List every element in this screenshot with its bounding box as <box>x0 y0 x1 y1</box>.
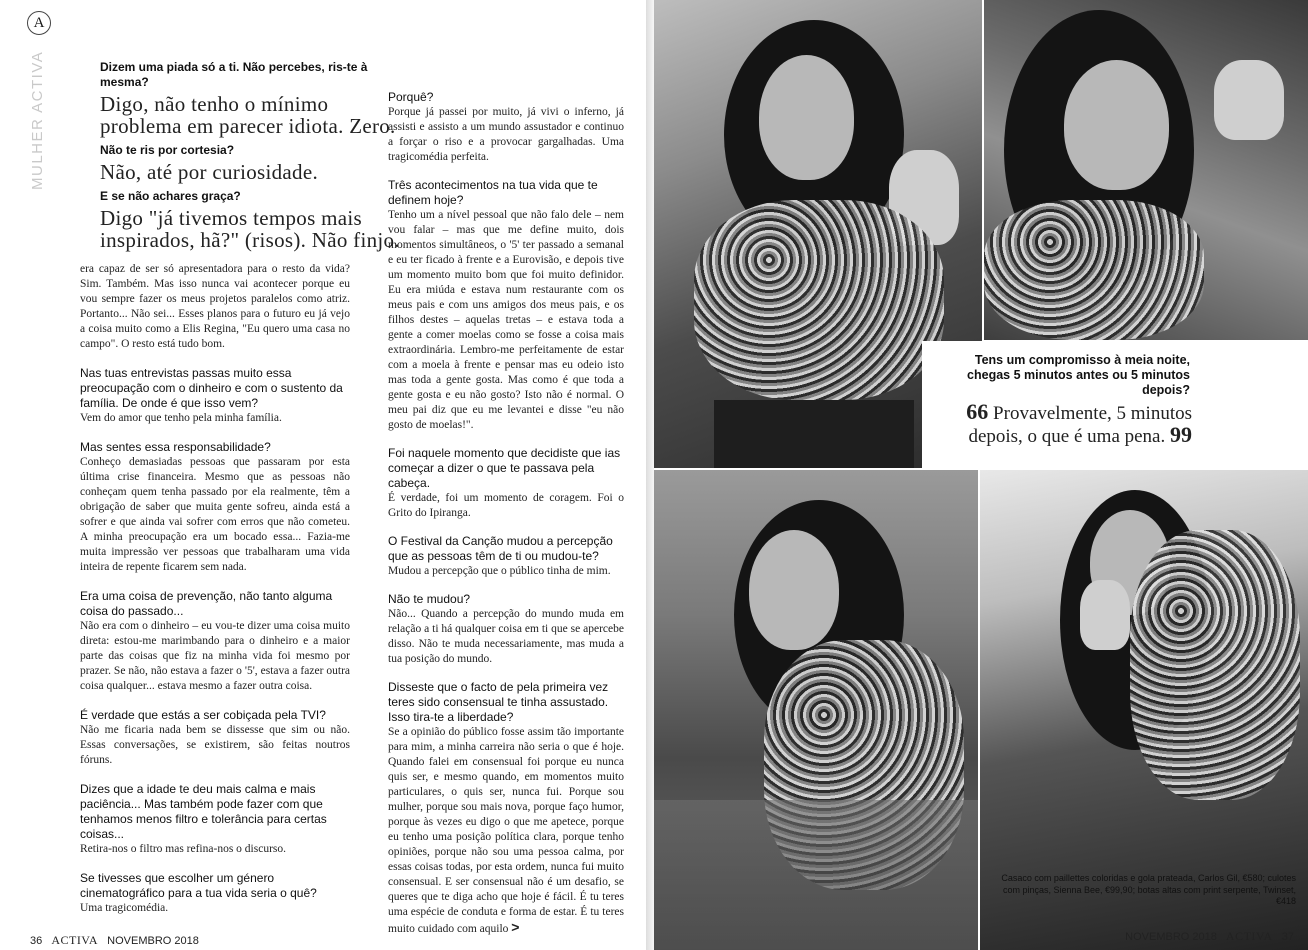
answer-text: Não era com o dinheiro – eu vou-te dizer uma coisa muito direta: estou-me marimbando para o dinheiro e a maior parte das coisas que fiz na minha vida foi mesmo por prazer. Se não, não estava a fazer o '5', estava a fazer outra coisa qualquer... estava mesmo a fazer outra coisa. <box>80 620 350 692</box>
close-quote-mark: 99 <box>1170 422 1192 447</box>
left-page <box>0 0 648 950</box>
photo-eyes-closed <box>984 0 1308 340</box>
answer-text: Não... Quando a percepção do mundo muda em relação a ti há qualquer coisa em ti que se apercebe disso. Não te muda necessariamente, mas muda a tua posição do mundo. <box>388 608 624 665</box>
pull-quote-box <box>922 341 1222 469</box>
open-quote-mark: 66 <box>966 399 989 424</box>
answer-text: Não me ficaria nada bem se dissesse que sim ou não. Essas conversações, se existirem, são feitas noutros fóruns. <box>80 724 350 766</box>
answer-text: Vem do amor que tenho pela minha família. <box>80 412 282 424</box>
section-side-label: MULHER ACTIVA <box>29 50 46 190</box>
page-number: 36 <box>30 935 43 947</box>
qa-block <box>388 534 624 579</box>
qa-block <box>80 440 350 575</box>
answer-text <box>388 725 624 937</box>
qa-block <box>388 178 624 433</box>
answer-text: Conheço demasiadas pessoas que passaram por esta última crise financeira. Mesmo que as pessoas não conheçam quem tenha passado por ela realmente, têm a obrigação de saber que muita gente sofreu, ainda está a sofrer e que ainda vai sofrer com erros que não cometeu. A minha preocupação era um bocado essa... Fazia-me muita impressão ver pessoas que trabalharam uma vida inteira de repente ficarem sem nada. <box>80 456 350 573</box>
answer-text: Porque já passei por muito, já vivi o inferno, já assisti e assisto a um mundo assustador e continuo a forçar o riso e a provocar gargalhadas. Uma tragicomédia perfeita. <box>388 106 624 163</box>
question-text: Nas tuas entrevistas passas muito essa preocupação com o dinheiro e com o sustento da família. De onde é que isso vem? <box>80 366 343 410</box>
qa-block <box>388 90 624 165</box>
answer-text: É verdade, foi um momento de coragem. Foi o Grito do Ipiranga. <box>388 492 624 519</box>
qa-block <box>80 871 350 916</box>
intro-answer: Não, até por curiosidade. <box>100 160 319 184</box>
left-page-footer <box>30 933 199 948</box>
qa-block <box>80 589 350 694</box>
question-text: Se tivesses que escolher um género cinematográfico para a tua vida seria o quê? <box>80 871 317 900</box>
question-text: Era uma coisa de prevenção, não tanto alguma coisa do passado... <box>80 589 333 618</box>
continue-arrow-icon: > <box>511 919 520 935</box>
question-text: É verdade que estás a ser cobiçada pela TVI? <box>80 708 326 722</box>
page-number: 37 <box>1281 931 1294 943</box>
qa-block <box>80 262 350 352</box>
question-text: Três acontecimentos na tua vida que te definem hoje? <box>388 178 598 207</box>
question-text: O Festival da Canção mudou a percepção que as pessoas têm de ti ou mudou-te? <box>388 534 613 563</box>
right-page <box>654 0 1308 950</box>
qa-block <box>388 446 624 521</box>
pull-quote-answer-text: Provavelmente, 5 minutos depois, o que é uma pena. <box>968 403 1192 447</box>
qa-block <box>80 366 350 426</box>
question-text: Disseste que o facto de pela primeira vez teres sido consensual te tinha assustado. Isso tira-te a liberdade? <box>388 680 609 724</box>
intro-answer: Digo "já tivemos tempos mais inspirados, hã?" (risos). Não finjo. <box>100 206 400 252</box>
magazine-logo: ACTIVA <box>1225 929 1273 943</box>
question-text: Dizes que a idade te deu mais calma e mais paciência... Mas também pode fazer com que tenhamos menos filtro e tolerância para certas coisas... <box>80 782 327 841</box>
pull-quote-answer <box>942 401 1192 447</box>
answer-body: Se a opinião do público fosse assim tão importante para mim, a minha carreira não seria o que é hoje. Quando falei em consensual foi porque eu nunca quis ser, e mesmo quando, em momentos muito particulares, o quis ser, nunca fui. Porque sou mulher, porque sou mais nova, porque faço humor, porque às vezes eu digo o que me apetece, porque eu tenho uma posição política clara, porque tenho opiniões, porque não sou uma pessoa calma, por essas coisas todas, por esta ordem, nunca fui muito consensual. E ser consensual não é um desafio, se queres que te diga acho que hoje é fácil. É tu teres uma espécie de conduta e forma de estar. É tu teres muito cuidado com aquilo <box>388 726 624 935</box>
qa-block <box>80 782 350 857</box>
answer-text: Tenho um a nível pessoal que não falo dele – nem vou falar – mas que me define muito, dois momentos simultâneos, o '5' ter passado a semanal e eu ter ficado à frente e a Eurovisão, e depois tive um momento muito bom que foi muito definidor. Eu era miúda e estava num restaurante com os meus pais e com uns amigos dos meus pais, e os filhos destes – aquelas tretas – e estava toda a gente a comer moelas como se fosse a coisa mais extraordinária. Lembro-me perfeitamente de estar com a moela à frente e pensar mas eu odeio isto mas toda a gente gosta. Mas como é que toda a gente gosta e eu não gosto? Isto não é normal. O meu pai diz que eu me levantei e disse "eu não gosto de moelas!". <box>388 209 624 431</box>
section-letter-badge: A <box>27 11 51 35</box>
qa-block <box>388 592 624 667</box>
page-gutter <box>646 0 654 950</box>
intro-question: E se não achares graça? <box>100 189 241 203</box>
question-text: Não te mudou? <box>388 592 471 606</box>
question-text: Porquê? <box>388 90 434 104</box>
intro-question: Não te ris por cortesia? <box>100 143 235 157</box>
answer-text: Retira-nos o filtro mas refina-nos o discurso. <box>80 843 286 855</box>
question-text: Foi naquele momento que decidiste que ias começar a dizer o que te passava pela cabeça. <box>388 446 621 490</box>
photo-over-shoulder <box>654 470 978 950</box>
answer-text: Mudou a percepção que o público tinha de mim. <box>388 565 611 577</box>
column-two <box>388 90 624 950</box>
intro-qa <box>100 60 415 251</box>
fashion-credits-caption: Casaco com paillettes coloridas e gola prateada, Carlos Gil, €580; culotes com pinças, Sienna Bee, €99,90; botas altas com print serpente, Twinset, €418 <box>1001 873 1296 906</box>
pull-quote-question: Tens um compromisso à meia noite, chegas 5 minutos antes ou 5 minutos depois? <box>967 353 1190 397</box>
magazine-logo: ACTIVA <box>51 933 99 947</box>
issue-date: NOVEMBRO 2018 <box>107 935 199 947</box>
answer-text: Uma tragicomédia. <box>80 902 169 914</box>
answer-text: era capaz de ser só apresentadora para o resto da vida? Sim. Também. Mas isso nunca vai acontecer porque eu vou sempre fazer os meus projetos paralelos como atriz. Portanto... Não sei... Esses planos para o futuro eu já vejo a coisa muito como a Elis Regina, "Eu quero uma casa no campo". O resto está tudo bom. <box>80 263 350 350</box>
column-one <box>80 262 350 930</box>
intro-answer: Digo, não tenho o mínimo problema em parecer idiota. Zero. <box>100 92 396 138</box>
question-text: Mas sentes essa responsabilidade? <box>80 440 271 454</box>
issue-date: NOVEMBRO 2018 <box>1125 931 1217 943</box>
qa-block <box>80 708 350 768</box>
qa-block <box>388 680 624 937</box>
right-page-footer <box>1125 929 1294 944</box>
intro-question: Dizem uma piada só a ti. Não percebes, ris-te à mesma? <box>100 60 368 89</box>
